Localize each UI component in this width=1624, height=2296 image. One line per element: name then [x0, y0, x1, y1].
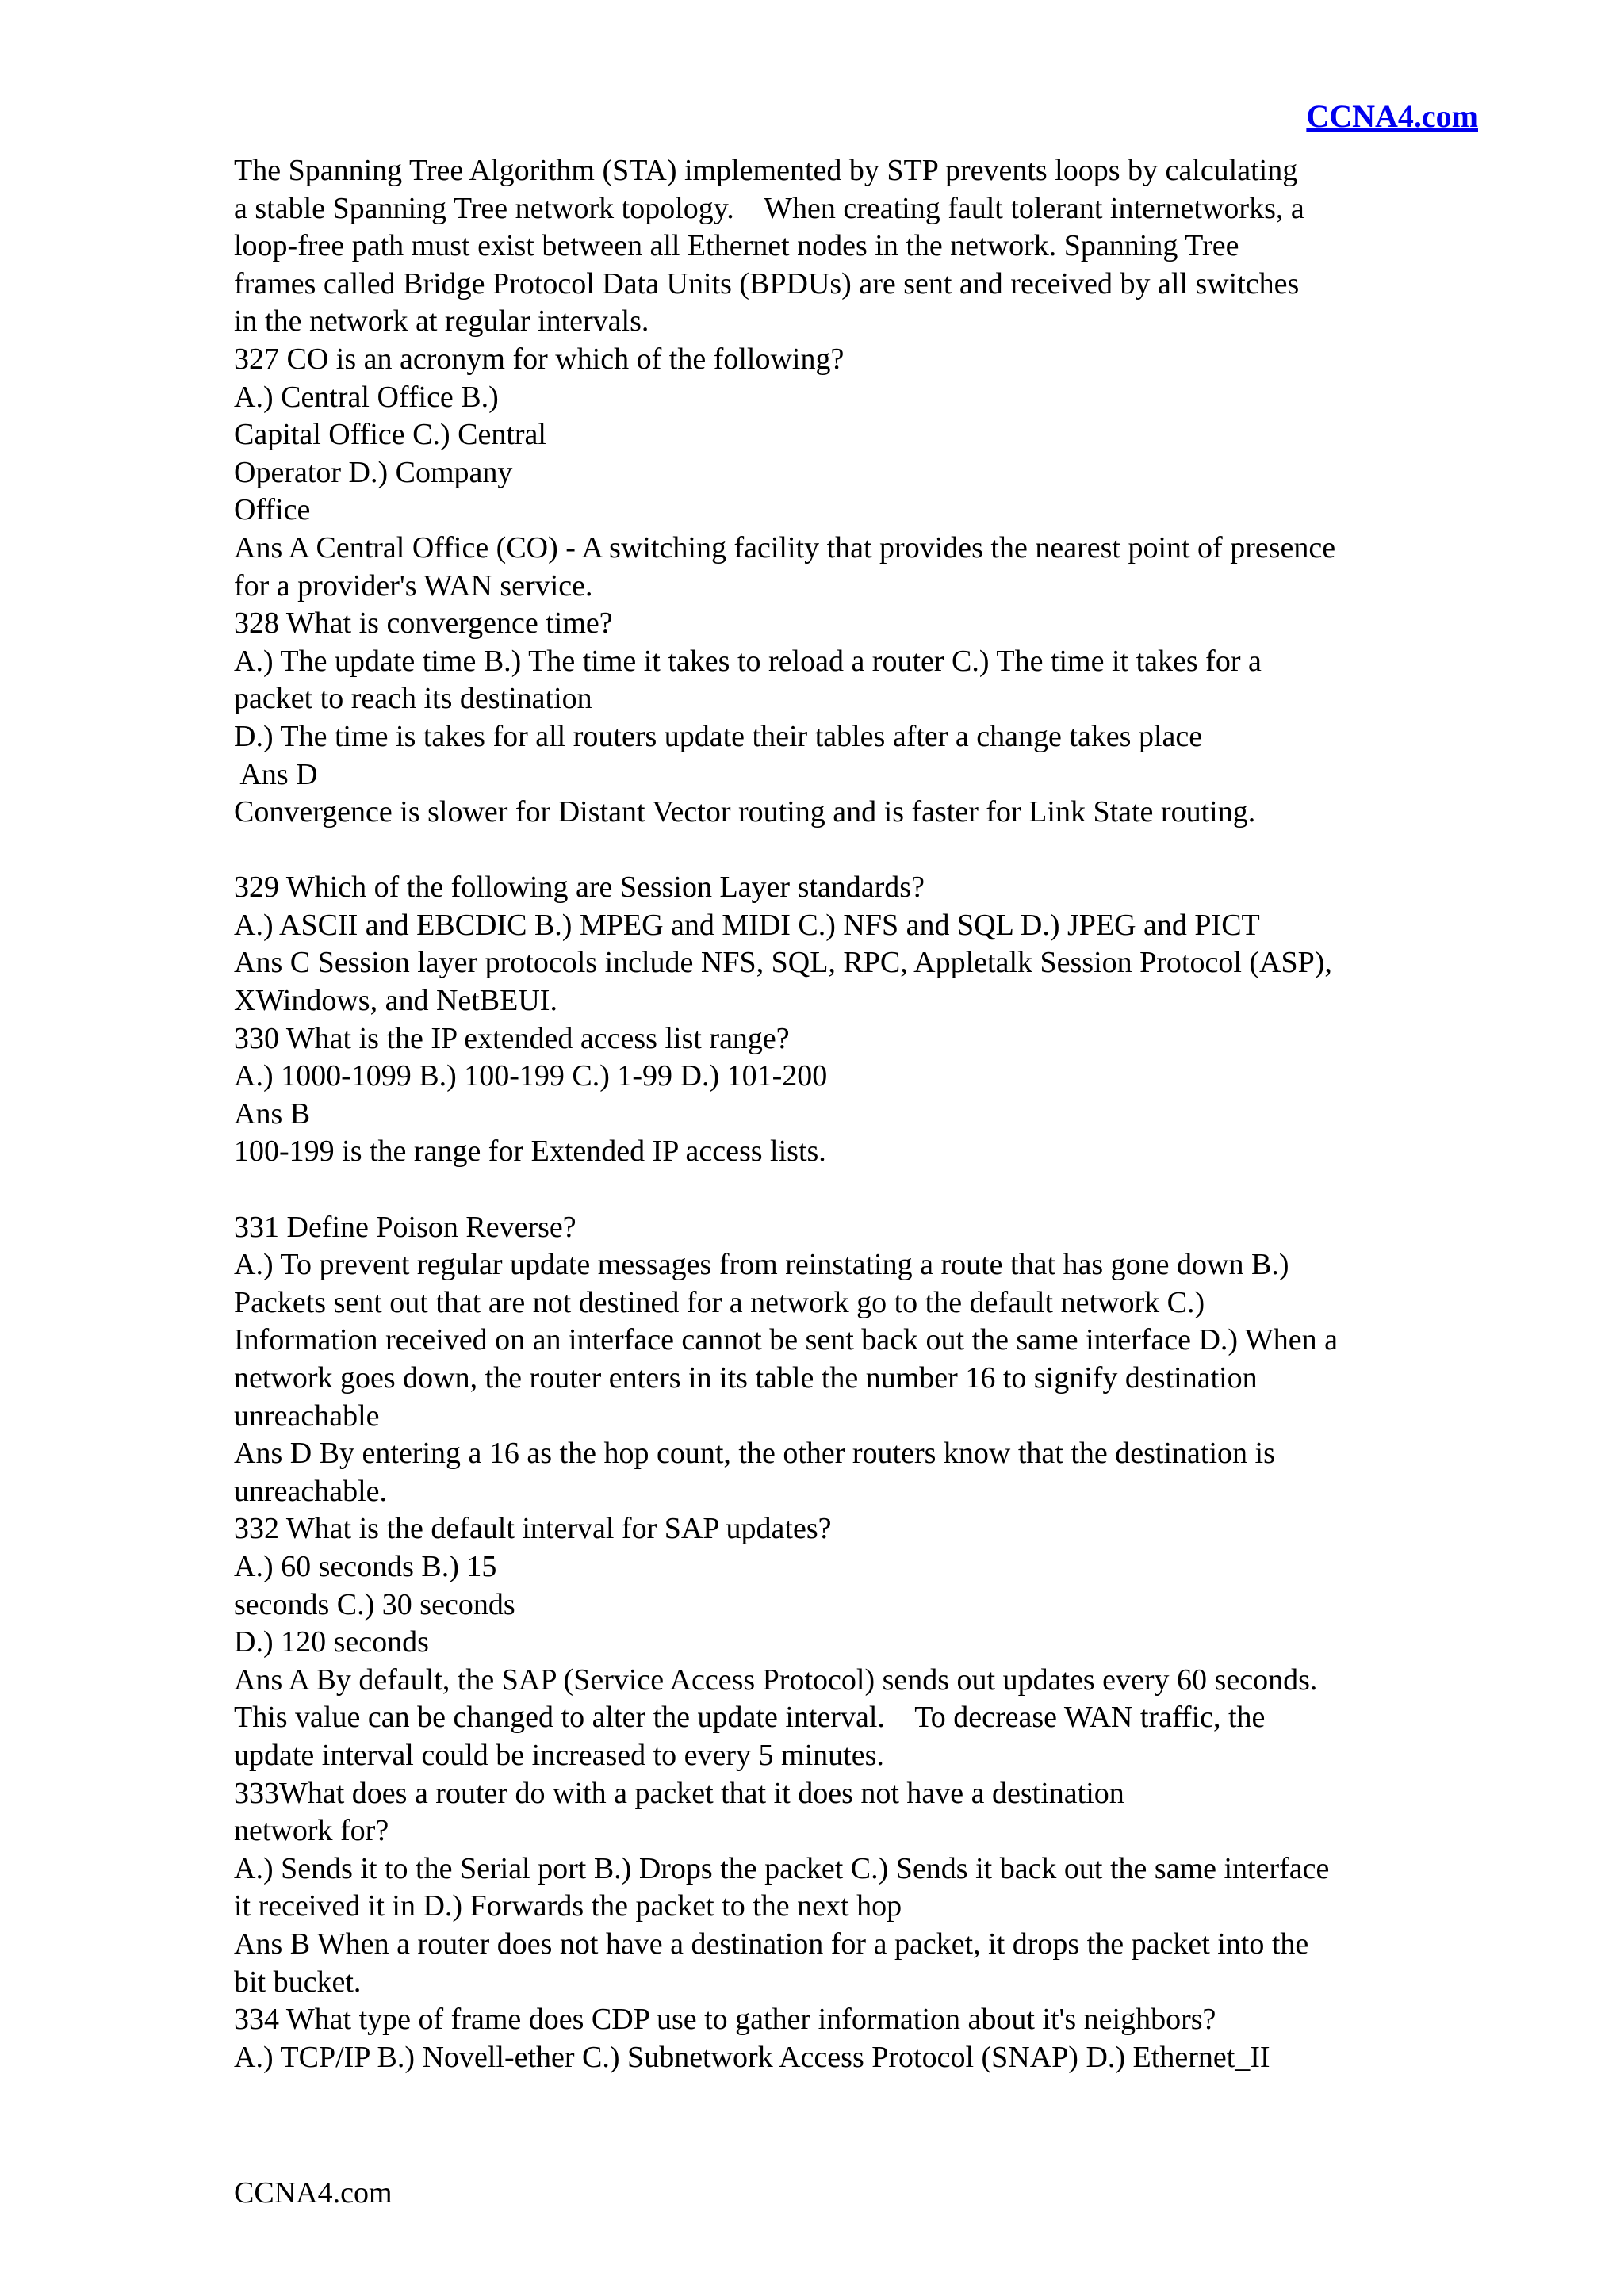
question-line: 333What does a router do with a packet that it does not have a destination: [234, 1776, 1124, 1810]
text-line: The Spanning Tree Algorithm (STA) implemented by STP prevents loops by calculating: [234, 154, 1298, 187]
explanation-line: 100-199 is the range for Extended IP access lists.: [234, 1135, 826, 1169]
document-body: [234, 152, 1503, 2076]
text-line: a stable Spanning Tree network topology. When creating fault tolerant internetworks, a: [234, 191, 1304, 225]
options-line: A.) Sends it to the Serial port B.) Drops the packet C.) Sends it back out the same interface: [234, 1851, 1330, 1885]
text-line: loop-free path must exist between all Ethernet nodes in the network. Spanning Tree: [234, 229, 1239, 263]
text-line: in the network at regular intervals.: [234, 304, 649, 339]
options-line: unreachable: [234, 1399, 380, 1433]
site-header-link[interactable]: CCNA4.com: [1306, 98, 1478, 134]
question-line: network for?: [234, 1814, 389, 1848]
options-line: A.) TCP/IP B.) Novell-ether C.) Subnetwork Access Protocol (SNAP) D.) Ethernet_II: [234, 2040, 1270, 2074]
answer-line: Ans B: [234, 1096, 311, 1131]
question-line: 334 What type of frame does CDP use to gather information about it's neighbors?: [234, 2003, 1216, 2037]
options-line: A.) The update time B.) The time it takes to reload a router C.) The time it takes for a: [234, 644, 1262, 678]
options-line: it received it in D.) Forwards the packet to the next hop: [234, 1889, 902, 1923]
answer-line: Ans D: [234, 757, 318, 791]
question-line: 328 What is convergence time?: [234, 607, 613, 641]
options-line: Packets sent out that are not destined for a network go to the default network C.): [234, 1285, 1205, 1319]
answer-line: XWindows, and NetBEUI.: [234, 984, 557, 1018]
options-line: A.) Central Office B.): [234, 380, 499, 414]
answer-line: Ans A Central Office (CO) - A switching facility that provides the nearest point of presence: [234, 530, 1336, 564]
options-line: D.) 120 seconds: [234, 1625, 429, 1659]
page-footer: CCNA4.com: [234, 2176, 393, 2210]
answer-line: for a provider's WAN service.: [234, 568, 593, 603]
answer-line: This value can be changed to alter the update interval. To decrease WAN traffic, the: [234, 1701, 1266, 1735]
options-line: Capital Office C.) Central: [234, 418, 546, 452]
answer-line: update interval could be increased to every 5 minutes.: [234, 1738, 884, 1772]
options-line: A.) 60 seconds B.) 15: [234, 1549, 497, 1583]
options-line: seconds C.) 30 seconds: [234, 1587, 515, 1621]
question-line: 330 What is the IP extended access list range?: [234, 1021, 790, 1055]
answer-line: Ans C Session layer protocols include NFS, SQL, RPC, Appletalk Session Protocol (ASP),: [234, 946, 1332, 980]
blank-line: [234, 832, 1503, 870]
question-line: 329 Which of the following are Session Layer standards?: [234, 871, 925, 905]
options-line: Information received on an interface cannot be sent back out the same interface D.) When a: [234, 1323, 1338, 1357]
blank-line: [234, 1171, 1503, 1209]
options-line: Office: [234, 493, 311, 527]
answer-line: Ans A By default, the SAP (Service Access Protocol) sends out updates every 60 seconds.: [234, 1663, 1318, 1697]
question-line: 332 What is the default interval for SAP updates?: [234, 1512, 832, 1546]
options-line: A.) To prevent regular update messages from reinstating a route that has gone down B.): [234, 1248, 1289, 1282]
question-line: 327 CO is an acronym for which of the following?: [234, 342, 845, 376]
answer-line: Ans B When a router does not have a destination for a packet, it drops the packet into the: [234, 1927, 1309, 1961]
options-line: packet to reach its destination: [234, 682, 592, 716]
text-line: frames called Bridge Protocol Data Units (BPDUs) are sent and received by all switches: [234, 266, 1300, 300]
answer-line: unreachable.: [234, 1474, 388, 1508]
options-line: network goes down, the router enters in its table the number 16 to signify destination: [234, 1361, 1258, 1395]
options-line: A.) 1000-1099 B.) 100-199 C.) 1-99 D.) 101-200: [234, 1059, 828, 1093]
options-line: Operator D.) Company: [234, 455, 513, 489]
answer-line: Ans D By entering a 16 as the hop count, the other routers know that the destination is: [234, 1437, 1275, 1471]
options-line: A.) ASCII and EBCDIC B.) MPEG and MIDI C.) NFS and SQL D.) JPEG and PICT: [234, 908, 1260, 942]
question-line: 331 Define Poison Reverse?: [234, 1210, 576, 1244]
explanation-line: Convergence is slower for Distant Vector routing and is faster for Link State routing.: [234, 795, 1256, 829]
answer-line: bit bucket.: [234, 1965, 362, 1999]
options-line: D.) The time is takes for all routers update their tables after a change takes place: [234, 719, 1203, 753]
